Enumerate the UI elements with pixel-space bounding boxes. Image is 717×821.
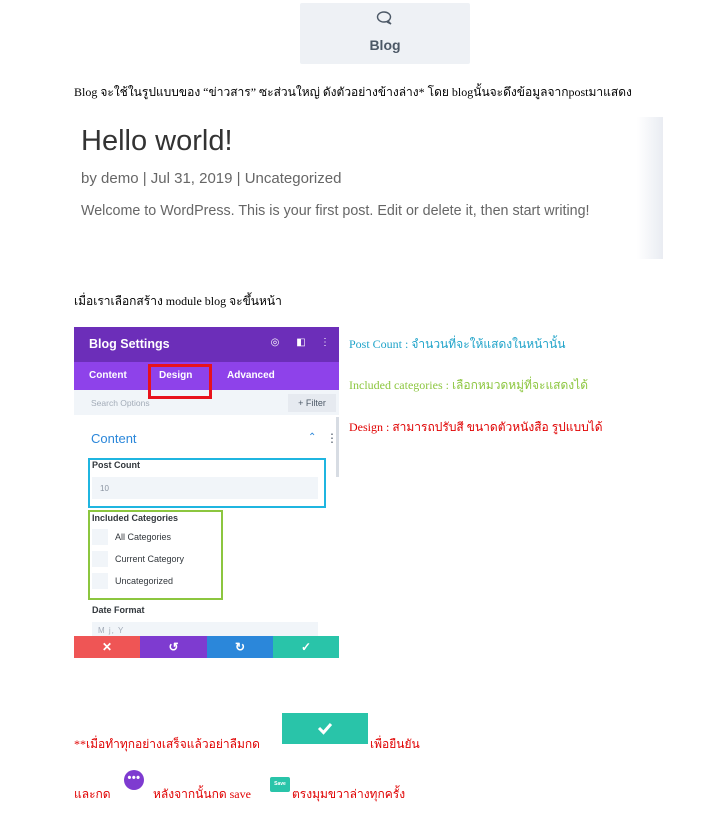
checkbox[interactable] xyxy=(92,551,108,567)
search-bar xyxy=(74,390,339,415)
date-format-value: M j, Y xyxy=(98,626,125,635)
chat-bubbles-icon xyxy=(376,10,394,26)
filter-button[interactable]: + Filter xyxy=(288,394,336,412)
redo-icon: ↻ xyxy=(234,640,246,654)
panel-tabs xyxy=(74,362,339,390)
undo-icon: ↺ xyxy=(168,640,179,654)
module-tile-label: Blog xyxy=(369,37,401,53)
blog-module-tile[interactable] xyxy=(300,3,470,64)
save-button-example: Save xyxy=(270,777,290,792)
checkmark-icon xyxy=(282,713,368,744)
category-label: Uncategorized xyxy=(115,576,174,586)
checkbox[interactable] xyxy=(92,529,108,545)
search-input[interactable]: Search Options xyxy=(91,398,150,408)
save-changes-button[interactable] xyxy=(273,636,339,658)
tab-design[interactable]: Design xyxy=(159,370,193,381)
section-title: เมื่อเราเลือกสร้าง module blog จะขึ้นหน้า xyxy=(74,294,282,308)
post-count-value: 10 xyxy=(100,484,109,493)
chevron-up-icon[interactable]: ⌃ xyxy=(308,432,317,443)
design-annotation: Design : สามารถปรับสี ขนาดตัวหนังสือ รูปแบบได้ xyxy=(349,420,603,434)
tab-content[interactable]: Content xyxy=(89,370,127,381)
footer-note-line1-after: เพื่อยืนยัน xyxy=(370,737,420,751)
category-checkbox-current[interactable] xyxy=(92,551,242,567)
content-section-title[interactable]: Content xyxy=(91,431,137,446)
more-options-button-example xyxy=(124,770,144,790)
post-count-annotation: Post Count : จำนวนที่จะให้แสดงในหน้านั้น xyxy=(349,337,566,351)
date-format-label: Date Format xyxy=(92,605,145,615)
post-count-label: Post Count xyxy=(92,460,140,470)
intro-text: Blog จะใช้ในรูปแบบของ “ข่าวสาร” ซะส่วนใหญ่ ดังตัวอย่างข้างล่าง* โดย blogนั้นจะดึงข้อมูลจากpostมาแสดง xyxy=(74,85,632,99)
categories-annotation: Included categories : เลือกหมวดหมู่ที่จะแสดงได้ xyxy=(349,378,588,392)
split-view-icon[interactable]: ◧ xyxy=(296,337,306,348)
redo-button[interactable] xyxy=(207,636,273,658)
included-categories-label: Included Categories xyxy=(92,513,179,523)
close-button[interactable] xyxy=(74,636,140,658)
category-label: Current Category xyxy=(115,554,185,564)
close-icon: ✕ xyxy=(101,640,113,654)
expand-icon[interactable]: ◎ xyxy=(270,337,280,348)
post-title[interactable]: Hello world! xyxy=(81,125,233,157)
panel-title: Blog Settings xyxy=(89,337,170,351)
blog-settings-panel xyxy=(74,327,339,658)
category-checkbox-all[interactable] xyxy=(92,529,242,545)
more-dots-icon: ••• xyxy=(127,772,141,784)
confirm-button-example xyxy=(282,713,368,744)
undo-button[interactable] xyxy=(140,636,207,658)
panel-header xyxy=(74,327,339,362)
footer-note-line2-middle: หลังจากนั้นกด save xyxy=(153,787,251,801)
scrollbar[interactable] xyxy=(336,417,339,477)
footer-note-line2-start: และกด xyxy=(74,787,111,801)
blog-preview xyxy=(74,117,663,259)
post-count-field[interactable] xyxy=(92,477,318,499)
panel-footer xyxy=(74,636,339,658)
category-checkbox-uncategorized[interactable] xyxy=(92,573,242,589)
preview-edge-shadow xyxy=(637,117,663,259)
footer-note-line1-before: **เมื่อทำทุกอย่างเสร็จแล้วอย่าลืมกด xyxy=(74,737,260,751)
post-meta: by demo | Jul 31, 2019 | Uncategorized xyxy=(81,170,342,187)
tab-advanced[interactable]: Advanced xyxy=(227,370,275,381)
checkbox[interactable] xyxy=(92,573,108,589)
post-excerpt: Welcome to WordPress. This is your first post. Edit or delete it, then start writing! xyxy=(81,203,590,219)
checkmark-icon: ✓ xyxy=(300,640,312,654)
more-vertical-icon[interactable]: ⋮ xyxy=(320,337,330,348)
category-label: All Categories xyxy=(115,532,172,542)
section-more-icon[interactable]: ⋮ xyxy=(326,431,338,445)
footer-note-line2-end: ตรงมุมขวาล่างทุกครั้ง xyxy=(292,787,406,801)
